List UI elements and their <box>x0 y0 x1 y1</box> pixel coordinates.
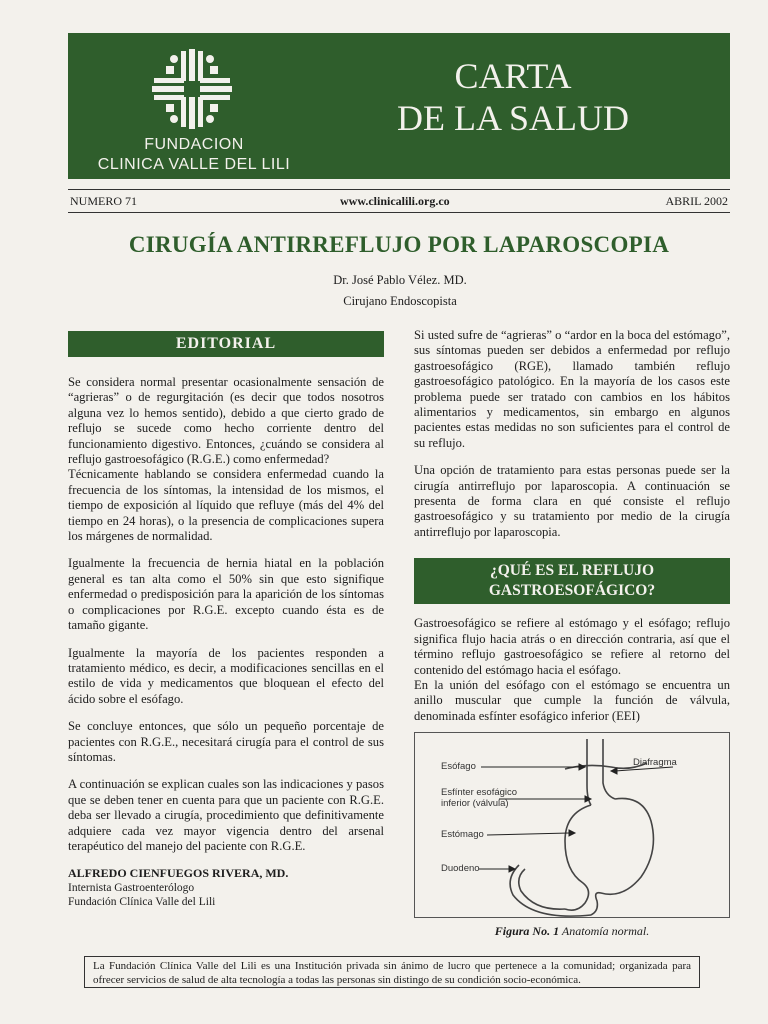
reflux-heading-line-1: ¿QUÉ ES EL REFLUJO <box>489 562 655 580</box>
label-duodeno: Duodeno <box>441 863 480 874</box>
article-title: CIRUGÍA ANTIRREFLUJO POR LAPAROSCOPIA <box>128 232 670 257</box>
editorial-column <box>68 331 384 909</box>
anatomy-figure <box>414 732 730 918</box>
editorial-heading: EDITORIAL <box>68 331 384 357</box>
foundation-line-2: CLINICA VALLE DEL LILI <box>97 156 291 173</box>
intro-paragraph: Si usted sufre de “agrieras” o “ardor en la boca del estómago”, sus síntomas pueden ser debidos a enfermedad por reflujo gastroesofágico (RGE), llamado también reflujo gastroesofágico patológico. En la mayoría de los casos este problema puede ser tratado con cambios en los hábitos alimentarios y medicamentos, sin embargo en algunos pacientes estas medidas no son suficientes para el control de su reflujo. <box>414 328 730 450</box>
publication-title-line-2: DE LA SALUD <box>397 98 629 138</box>
reflux-heading <box>414 558 730 604</box>
editorial-paragraph: Igualmente la frecuencia de hernia hiatal en la población general es tan alta como el 50% sin que esto signifique enfermedad o predisposición para la aparición de los síntomas o complicaciones por R.G.E. excepto cuando ésta es de tamaño gigante. <box>68 556 384 633</box>
reflux-paragraph: En la unión del esófago con el estómago se encuentra un anillo muscular que cumple la función de válvula, denominada esfínter esofágico inferior (EEI) <box>414 677 730 723</box>
editorial-signature <box>68 866 384 909</box>
figure-caption <box>414 924 730 939</box>
label-esfinter-line-1: Esfínter esofágico <box>441 787 518 798</box>
author-name: Dr. José Pablo Vélez. MD. <box>333 273 467 287</box>
label-esfinter <box>441 787 517 809</box>
caption-text: Anatomía normal. <box>561 924 650 938</box>
caption-figure-number: Figura No. 1 <box>494 924 560 938</box>
issue-number: NUMERO 71 <box>70 194 138 208</box>
publication-title <box>358 55 668 139</box>
publication-title-line-1: CARTA <box>454 56 572 96</box>
issue-info-bar <box>68 189 730 213</box>
reflux-paragraph: Gastroesofágico se refiere al estómago y el esófago; reflujo significa flujo hacia atrás o en dirección contraria, así que el término reflujo gastroesofágico se refiere al retorno del contenido del estómago hacia el esófago. <box>414 616 730 677</box>
article-column <box>414 328 730 736</box>
label-esofago: Esófago <box>441 761 476 772</box>
label-diafragma: Diafragma <box>633 757 677 768</box>
article-byline <box>310 270 490 312</box>
issue-date: ABRIL 2002 <box>665 194 728 208</box>
signature-role: Internista Gastroenterólogo <box>68 882 195 895</box>
fundacion-cross-logo-icon <box>152 49 232 129</box>
foundation-name <box>84 135 304 175</box>
intro-paragraph: Una opción de tratamiento para estas personas puede ser la cirugía antirreflujo por laparoscopia. A continuación se presenta de forma clara en qué consiste el reflujo gastroesofágico y su tratamiento por medio de la cirugía antirreflujo por laparoscopia. <box>414 463 730 539</box>
editorial-paragraph: Técnicamente hablando se considera enfermedad cuando la frecuencia de los síntomas, la intensidad de los mismos, el tiempo de exposición al líquido que refluye (más del 4% del tiempo en 24 horas), o la presencia de complicaciones supera los márgenes de normalidad. <box>68 467 384 544</box>
editorial-paragraph: A continuación se explican cuales son las indicaciones y pasos que se deben tener en cuenta para que un paciente con R.G.E. deba ser llevado a cirugía, procedimiento que definitivamente adquiere cada vez mayor vigencia dentro del arsenal terapéutico del manejo del paciente con R.G.E. <box>68 777 384 853</box>
editorial-paragraph: Se concluye entonces, que sólo un pequeño porcentaje de pacientes con R.G.E., necesitará cirugía para el control de sus síntomas. <box>68 719 384 764</box>
footer-mission-statement: La Fundación Clínica Valle del Lili es una Institución privada sin ánimo de lucro que pertenece a la comunidad; organizada para ofrecer servicios de salud de alta tecnología a todas las personas sin distingo de su condición socio-económica. <box>84 956 700 988</box>
signature-name: ALFREDO CIENFUEGOS RIVERA, MD. <box>68 866 289 881</box>
label-estomago: Estómago <box>441 829 484 840</box>
editorial-paragraph: Se considera normal presentar ocasionalmente sensación de “agrieras” o de regurgitación (es decir que todos nosotros alguna vez lo hemos sentido), debido a que cierto grado de reflujo se sucede como hecho corriente dentro del funcionamiento digestivo. Entonces, ¿cuándo se considera al reflujo gastroesofágico (R.G.E.) como enfermedad? <box>68 375 384 467</box>
reflux-heading-line-2: GASTROESOFÁGICO? <box>488 582 656 600</box>
label-esfinter-line-2: inferior (válvula) <box>441 798 509 809</box>
signature-org: Fundación Clínica Valle del Lili <box>68 896 216 909</box>
masthead <box>68 33 730 179</box>
website-link[interactable]: www.clinicalili.org.co <box>340 194 450 208</box>
author-role: Cirujano Endoscopista <box>343 294 457 308</box>
foundation-line-1: FUNDACION <box>144 136 244 153</box>
editorial-paragraph: Igualmente la mayoría de los pacientes responden a tratamiento médico, es decir, a modificaciones sencillas en el estilo de vida y medicamentos que bloquean el efecto del ácido sobre el esófago. <box>68 645 384 706</box>
